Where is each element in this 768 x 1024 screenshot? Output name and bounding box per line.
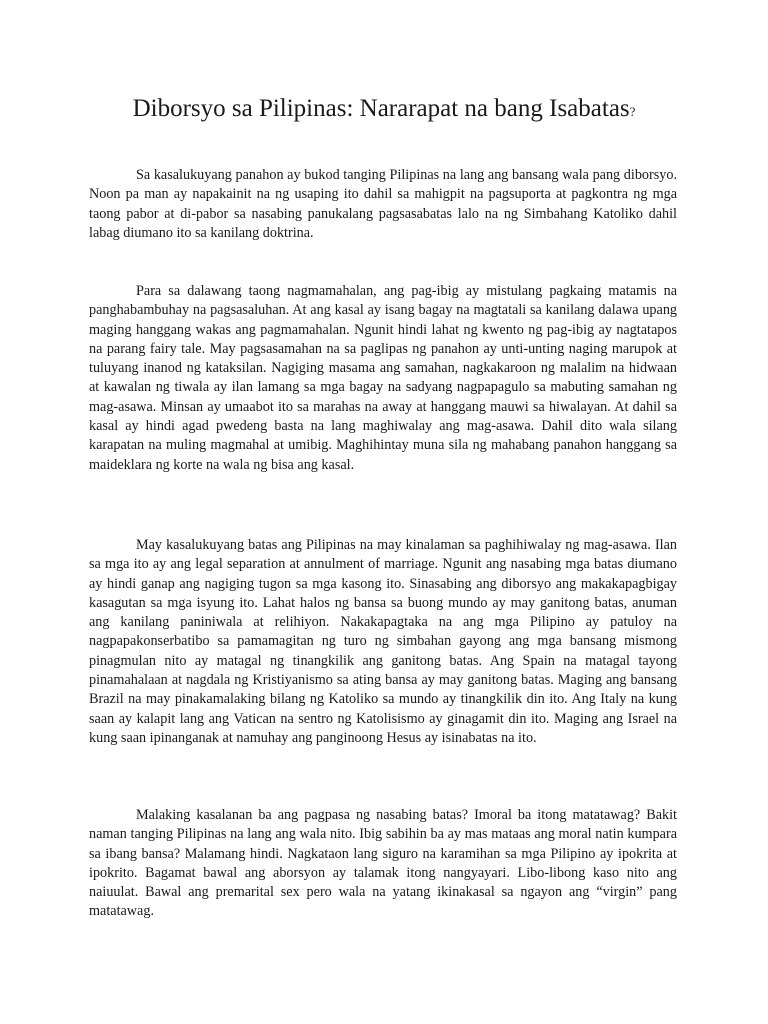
paragraph-4: Malaking kasalanan ba ang pagpasa ng nasabing batas? Imoral ba itong matatawag? Bakit naman tanging Pilipinas na lang ang wala nito. Ibig sabihin ba ay mas mataas ang moral natin kumpara sa ibang bansa? Malamang hindi. Nagkataon lang siguro na karamihan sa mga Pilipino ay ipokrita at ipokrito. Bagamat bawal ang aborsyon ay talamak itong nangyayari. Libo-libong kaso nito ang naiuulat. Bawal ang premarital sex pero wala na yatang ikinakasal sa ngayon ang “virgin” pang matatawag. (89, 807, 677, 920)
paragraph-3: May kasalukuyang batas ang Pilipinas na may kinalaman sa paghihiwalay ng mag-asawa. Ilan sa mga ito ay ang legal separation at annulment of marriage. Ngunit ang nasabing mga batas diumano ay hindi ganap ang nagiging tugon sa mga kasong ito. Sinasabing ang diborsyo ang makakapagbigay kasagutan sa mga isyung ito. Lahat halos ng bansa sa buong mundo ay may ganitong batas, anuman ang kanilang paniniwala at relihiyon. Nakakapagtaka na ang mga Pilipino ay patuloy na nagpapakonserbatibo sa pamamagitan ng turo ng simbahan gayong ang mga bansang mismong pinagmulan nito ay matagal ng tinangkilik ang ganitong batas. Ang Spain na matagal tayong pinamahalaan at nagdala ng Kristiyanismo sa ating bansa ay may ganitong batas. Maging ang bansang Brazil na may pinakamalaking bilang ng Katoliko sa mundo ay tinangkilik din ito. Ang Italy na kung saan ay kalapit lang ang Vatican na sentro ng Katolisismo ay ginagamit din ito. Maging ang Israel na kung saan ipinanganak at namuhay ang panginoong Hesus ay isinabatas na ito. (89, 537, 677, 746)
paragraph-1: Sa kasalukuyang panahon ay bukod tanging Pilipinas na lang ang bansang wala pang diborsyo. Noon pa man ay napakainit na ng usaping ito dahil sa mahigpit na pagsuporta at pagkontra ng mga taong pabor at di-pabor sa nasabing panukalang pagsasabatas lalo na ng Simbahang Katoliko dahil labag diumano ito sa kanilang doktrina. (89, 167, 677, 241)
document-title (0, 92, 768, 129)
title-text: Diborsyo sa Pilipinas: Nararapat na bang Isabatas (132, 95, 630, 122)
paragraph-2: Para sa dalawang taong nagmamahalan, ang pag-ibig ay mistulang pagkaing matamis na panghabambuhay na pagsasaluhan. At ang kasal ay isang bagay na magtatali sa kanilang dalawa upang maging hanggang wakas ang pagmamahalan. Ngunit hindi lahat ng kwento ng pag-ibig ay nagtatapos na parang fairy tale. May pagsasamahan na sa paglipas ng panahon ay unti-unting naging marupok at tuluyang inanod ng kataksilan. Nagiging masama ang samahan, nagkakaroon ng malalim na hidwaan at kawalan ng tiwala ay ilan lamang sa mga bagay na sadyang nagpapagulo sa mabuting samahan ng mag-asawa. Minsan ay umaabot ito sa marahas na away at hanggang mauwi sa hiwalayan. At dahil sa kasal ay hindi agad pwedeng basta na lang maghiwalay ang mag-asawa. Dahil dito wala silang karapatan na muling magmahal at umibig. Maghihintay muna sila ng mahabang panahon hanggang sa maideklara ng korte na wala ng bisa ang kasal. (89, 283, 677, 473)
title-question-mark: ? (629, 104, 636, 119)
